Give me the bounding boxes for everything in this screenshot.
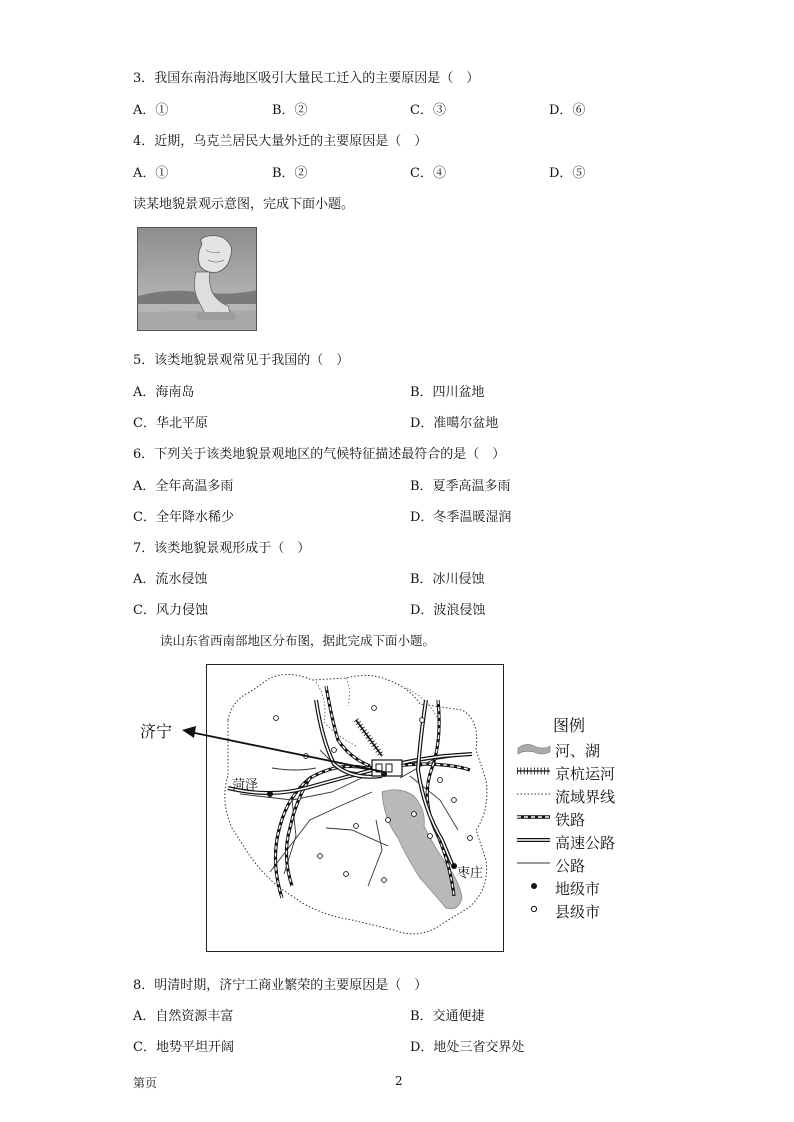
lake-symbol-icon — [518, 744, 550, 754]
q8-option-c[interactable]: C．地势平坦开阔 — [133, 1040, 234, 1055]
question-4-stem: 4．近期，乌克兰居民大量外迁的主要原因是（ ） — [133, 134, 428, 149]
map-drawing — [120, 660, 520, 960]
question-7-stem: 7．该类地貌景观形成于（ ） — [133, 541, 311, 556]
legend-item-prefecture-city: 地级市 — [555, 880, 601, 898]
q8-option-a[interactable]: A．自然资源丰富 — [133, 1009, 234, 1024]
question-5-stem: 5．该类地貌景观常见于我国的（ ） — [133, 353, 350, 368]
question-8-stem: 8．明清时期，济宁工商业繁荣的主要原因是（ ） — [133, 978, 428, 993]
legend-item-boundary: 流域界线 — [555, 788, 616, 806]
prefecture-city-dot-icon — [531, 883, 537, 889]
q4-option-a[interactable]: A．① — [133, 166, 169, 181]
q4-option-c[interactable]: C．④ — [410, 166, 446, 181]
legend-item-railway: 铁路 — [555, 811, 586, 829]
zaozhuang-label: 枣庄 — [457, 866, 484, 881]
footer-page-label: 第页 — [133, 1076, 158, 1090]
legend-symbols — [514, 738, 554, 918]
q4-option-b[interactable]: B．② — [272, 166, 308, 181]
q3-option-a[interactable]: A．① — [133, 103, 169, 118]
legend-item-lake: 河、湖 — [555, 742, 601, 760]
landform-photo — [137, 227, 257, 331]
legend-item-road: 公路 — [555, 857, 586, 875]
q6-option-c[interactable]: C．全年降水稀少 — [133, 510, 234, 525]
question-3-stem: 3．我国东南沿海地区吸引大量民工迁入的主要原因是（ ） — [133, 71, 480, 86]
q8-option-d[interactable]: D．地处三省交界处 — [410, 1040, 525, 1055]
q7-option-d[interactable]: D．波浪侵蚀 — [410, 603, 486, 618]
county-city-dot-icon — [531, 906, 536, 911]
q5-option-a[interactable]: A．海南岛 — [133, 385, 195, 400]
legend-item-expressway: 高速公路 — [555, 834, 616, 852]
landform-intro: 读某地貌景观示意图，完成下面小题。 — [133, 197, 355, 212]
heze-label: 菏泽 — [232, 778, 259, 793]
q6-option-d[interactable]: D．冬季温暖湿润 — [410, 510, 512, 525]
q5-option-b[interactable]: B．四川盆地 — [410, 385, 485, 400]
legend-item-county-city: 县级市 — [555, 903, 601, 921]
q4-option-d[interactable]: D．⑤ — [549, 166, 586, 181]
q7-option-c[interactable]: C．风力侵蚀 — [133, 603, 208, 618]
q5-option-d[interactable]: D．准噶尔盆地 — [410, 416, 499, 431]
legend-title: 图例 — [553, 718, 586, 735]
q5-option-c[interactable]: C．华北平原 — [133, 416, 208, 431]
jining-callout-label: 济宁 — [140, 724, 173, 741]
q6-option-a[interactable]: A．全年高温多雨 — [133, 479, 234, 494]
q3-option-c[interactable]: C．③ — [410, 103, 446, 118]
q6-option-b[interactable]: B．夏季高温多雨 — [410, 479, 511, 494]
q7-option-a[interactable]: A．流水侵蚀 — [133, 572, 208, 587]
legend-item-canal: 京杭运河 — [555, 765, 616, 783]
question-6-stem: 6．下列关于该类地貌景观地区的气候特征描述最符合的是（ ） — [133, 447, 506, 462]
q3-option-b[interactable]: B．② — [272, 103, 308, 118]
q7-option-b[interactable]: B．冰川侵蚀 — [410, 572, 485, 587]
q8-option-b[interactable]: B．交通便捷 — [410, 1009, 485, 1024]
footer-page-number: 2 — [395, 1074, 403, 1088]
map-intro: 读山东省西南部地区分布图，据此完成下面小题。 — [160, 633, 436, 648]
q3-option-d[interactable]: D．⑥ — [549, 103, 586, 118]
